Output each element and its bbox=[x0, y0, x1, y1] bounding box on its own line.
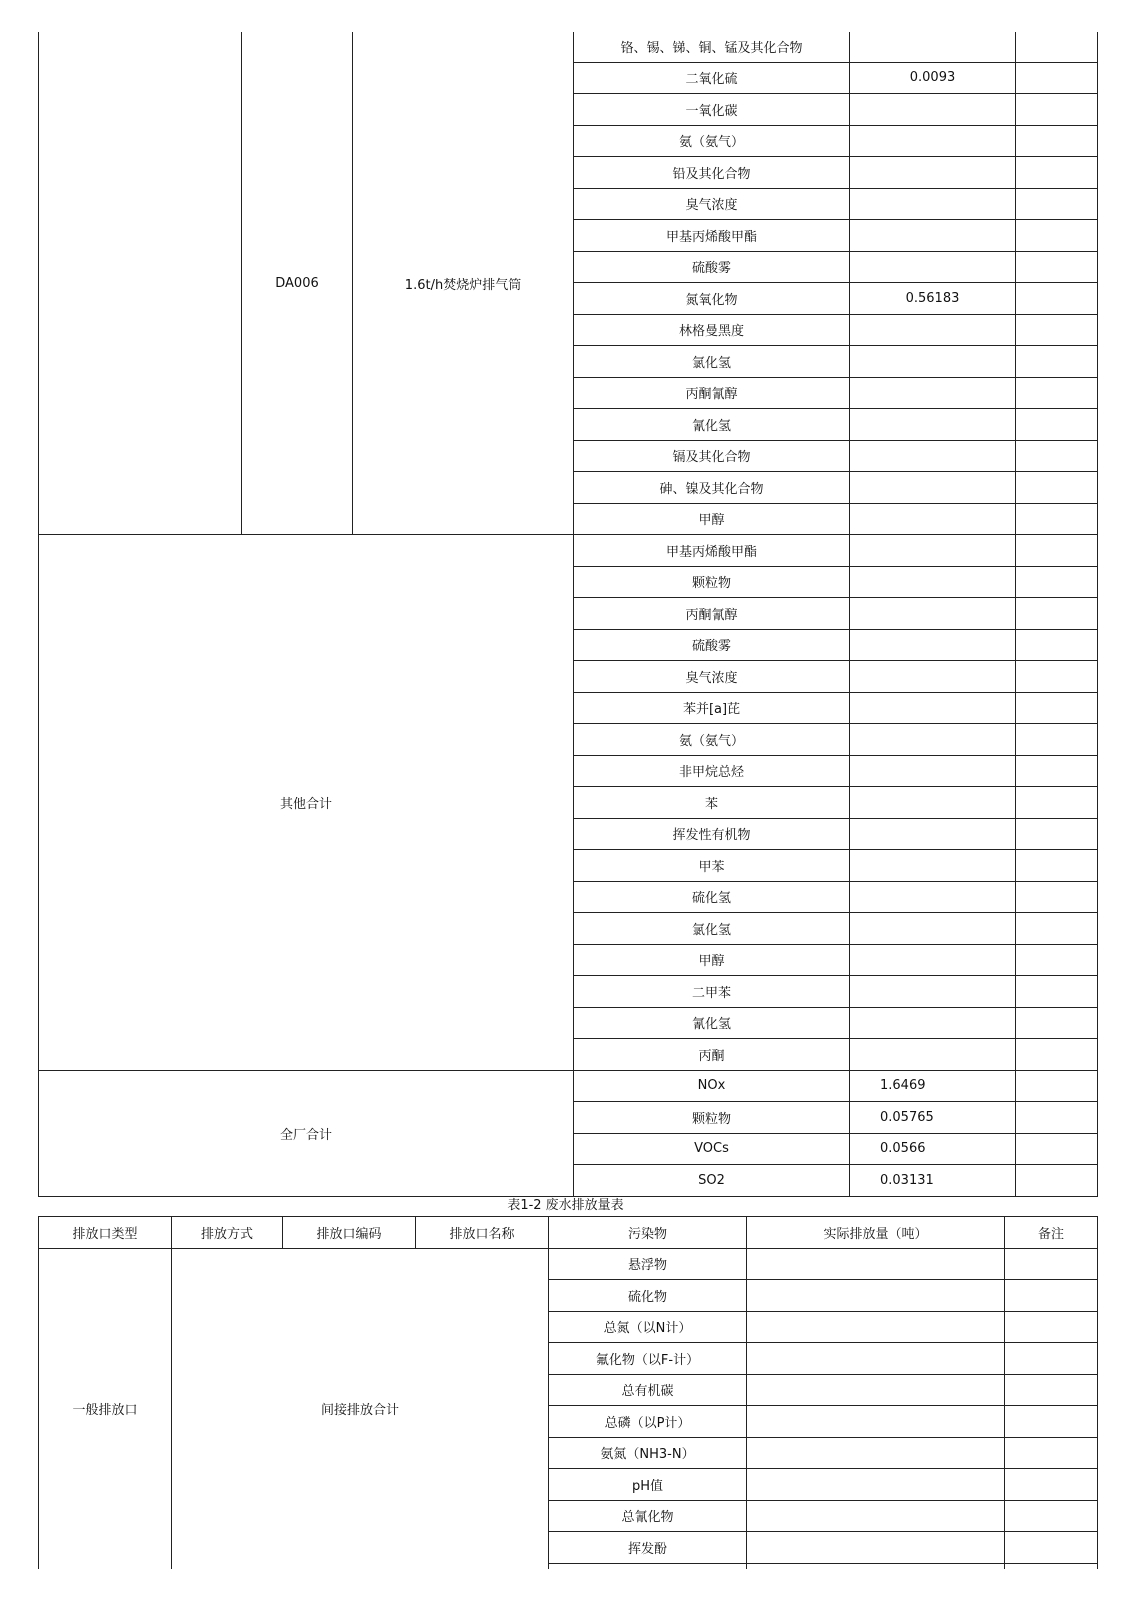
amount-cell bbox=[850, 1039, 1016, 1071]
amount-cell bbox=[850, 220, 1016, 252]
pollutant-cell: 挥发酚 bbox=[549, 1532, 747, 1564]
remark-cell bbox=[1005, 1374, 1098, 1406]
pollutant-cell: 氯化氢 bbox=[574, 913, 850, 945]
amount-cell bbox=[747, 1343, 1005, 1375]
column-header: 备注 bbox=[1005, 1217, 1098, 1249]
pollutant-cell: 砷、镍及其化合物 bbox=[574, 472, 850, 504]
remark-cell bbox=[1016, 62, 1098, 94]
remark-cell bbox=[1016, 1007, 1098, 1039]
amount-cell bbox=[850, 535, 1016, 567]
plant-total-label: 全厂合计 bbox=[39, 1070, 574, 1196]
amount-cell bbox=[747, 1406, 1005, 1438]
wastewater-table bbox=[38, 1216, 1098, 1569]
pollutant-cell: 苯并[a]芘 bbox=[574, 692, 850, 724]
header-row bbox=[39, 1217, 1098, 1249]
amount-cell bbox=[850, 251, 1016, 283]
remark-cell bbox=[1016, 881, 1098, 913]
amount-cell bbox=[747, 1532, 1005, 1564]
section-cell bbox=[39, 32, 242, 535]
amount-cell bbox=[850, 32, 1016, 62]
amount-cell bbox=[850, 598, 1016, 630]
remark-cell bbox=[1005, 1280, 1098, 1312]
remark-cell bbox=[1016, 944, 1098, 976]
pollutant-cell: 氮氧化物 bbox=[574, 283, 850, 315]
remark-cell bbox=[1016, 283, 1098, 315]
pollutant-cell: 甲醇 bbox=[574, 503, 850, 535]
remark-cell bbox=[1016, 503, 1098, 535]
remark-cell bbox=[1005, 1563, 1098, 1569]
pollutant-cell: 硫酸雾 bbox=[574, 629, 850, 661]
pollutant-cell: 总氮（以N计） bbox=[549, 1311, 747, 1343]
pollutant-cell: 总磷（以P计） bbox=[549, 1406, 747, 1438]
pollutant-cell: 氨氮（NH3-N） bbox=[549, 1437, 747, 1469]
remark-cell bbox=[1005, 1532, 1098, 1564]
amount-cell bbox=[850, 157, 1016, 189]
pollutant-cell: pH值 bbox=[549, 1469, 747, 1501]
remark-cell bbox=[1016, 314, 1098, 346]
amount-cell bbox=[850, 472, 1016, 504]
amount-cell: 0.56183 bbox=[850, 283, 1016, 315]
amount-cell bbox=[850, 818, 1016, 850]
amount-cell bbox=[850, 125, 1016, 157]
pollutant-cell: NOx bbox=[574, 1070, 850, 1102]
pollutant-cell: 总有机碳 bbox=[549, 1374, 747, 1406]
pollutant-cell: 悬浮物 bbox=[549, 1248, 747, 1280]
remark-cell bbox=[1016, 850, 1098, 882]
pollutant-cell: 颗粒物 bbox=[574, 1102, 850, 1134]
column-header: 实际排放量（吨） bbox=[747, 1217, 1005, 1249]
column-header: 污染物 bbox=[549, 1217, 747, 1249]
amount-cell: 0.05765 bbox=[850, 1102, 1016, 1134]
table-row bbox=[39, 1248, 1098, 1280]
table-row bbox=[39, 535, 1098, 567]
pollutant-cell: 臭气浓度 bbox=[574, 661, 850, 693]
pollutant-cell: 氟化物（以F-计） bbox=[549, 1343, 747, 1375]
remark-cell bbox=[1016, 566, 1098, 598]
amount-cell bbox=[850, 661, 1016, 693]
pollutant-cell: 氨（氨气） bbox=[574, 125, 850, 157]
amount-cell: 1.6469 bbox=[850, 1070, 1016, 1102]
air-emission-table bbox=[38, 32, 1098, 1197]
pollutant-cell: 总氰化物 bbox=[549, 1500, 747, 1532]
pollutant-cell: 二氧化硫 bbox=[574, 62, 850, 94]
remark-cell bbox=[1016, 125, 1098, 157]
pollutant-cell: 铅及其化合物 bbox=[574, 157, 850, 189]
amount-cell bbox=[747, 1374, 1005, 1406]
remark-cell bbox=[1016, 377, 1098, 409]
remark-cell bbox=[1016, 1070, 1098, 1102]
pollutant-cell bbox=[549, 1563, 747, 1569]
amount-cell bbox=[747, 1469, 1005, 1501]
amount-cell bbox=[747, 1437, 1005, 1469]
amount-cell bbox=[850, 346, 1016, 378]
remark-cell bbox=[1016, 787, 1098, 819]
pollutant-cell: 丙酮氰醇 bbox=[574, 598, 850, 630]
pollutant-cell: 硫酸雾 bbox=[574, 251, 850, 283]
remark-cell bbox=[1005, 1343, 1098, 1375]
pollutant-cell: 林格曼黑度 bbox=[574, 314, 850, 346]
column-header: 排放口类型 bbox=[39, 1217, 172, 1249]
amount-cell bbox=[747, 1248, 1005, 1280]
amount-cell bbox=[850, 755, 1016, 787]
amount-cell bbox=[850, 188, 1016, 220]
amount-cell bbox=[850, 566, 1016, 598]
remark-cell bbox=[1016, 472, 1098, 504]
remark-cell bbox=[1016, 976, 1098, 1008]
amount-cell bbox=[747, 1311, 1005, 1343]
pollutant-cell: 镉及其化合物 bbox=[574, 440, 850, 472]
remark-cell bbox=[1016, 661, 1098, 693]
table-caption: 表1-2 废水排放量表 bbox=[507, 1198, 624, 1213]
pollutant-cell: 硫化物 bbox=[549, 1280, 747, 1312]
remark-cell bbox=[1016, 692, 1098, 724]
remark-cell bbox=[1016, 724, 1098, 756]
amount-cell bbox=[850, 377, 1016, 409]
pollutant-cell: 氯化氢 bbox=[574, 346, 850, 378]
pollutant-cell: 丙酮氰醇 bbox=[574, 377, 850, 409]
remark-cell bbox=[1016, 251, 1098, 283]
column-header: 排放方式 bbox=[172, 1217, 283, 1249]
pollutant-cell: 氰化氢 bbox=[574, 409, 850, 441]
amount-cell bbox=[747, 1500, 1005, 1532]
remark-cell bbox=[1005, 1469, 1098, 1501]
pollutant-cell: 甲苯 bbox=[574, 850, 850, 882]
remark-cell bbox=[1016, 629, 1098, 661]
remark-cell bbox=[1016, 913, 1098, 945]
pollutant-cell: 挥发性有机物 bbox=[574, 818, 850, 850]
amount-cell bbox=[850, 881, 1016, 913]
pollutant-cell: 非甲烷总烃 bbox=[574, 755, 850, 787]
pollutant-cell: 氨（氨气） bbox=[574, 724, 850, 756]
pollutant-cell: 硫化氢 bbox=[574, 881, 850, 913]
remark-cell bbox=[1005, 1500, 1098, 1532]
remark-cell bbox=[1016, 157, 1098, 189]
pollutant-cell: 苯 bbox=[574, 787, 850, 819]
remark-cell bbox=[1005, 1248, 1098, 1280]
amount-cell bbox=[747, 1280, 1005, 1312]
table-row bbox=[39, 32, 1098, 62]
amount-cell bbox=[850, 787, 1016, 819]
remark-cell bbox=[1016, 1102, 1098, 1134]
amount-cell bbox=[747, 1563, 1005, 1569]
remark-cell bbox=[1016, 409, 1098, 441]
pollutant-cell: 铬、锡、锑、铜、锰及其化合物 bbox=[574, 32, 850, 62]
remark-cell bbox=[1016, 32, 1098, 62]
amount-cell bbox=[850, 409, 1016, 441]
column-header: 排放口名称 bbox=[416, 1217, 549, 1249]
column-header: 排放口编码 bbox=[283, 1217, 416, 1249]
pollutant-cell: 丙酮 bbox=[574, 1039, 850, 1071]
amount-cell: 0.0566 bbox=[850, 1133, 1016, 1165]
remark-cell bbox=[1016, 755, 1098, 787]
amount-cell bbox=[850, 850, 1016, 882]
pollutant-cell: 甲醇 bbox=[574, 944, 850, 976]
remark-cell bbox=[1016, 598, 1098, 630]
table-row bbox=[39, 1070, 1098, 1102]
pollutant-cell: 氰化氢 bbox=[574, 1007, 850, 1039]
remark-cell bbox=[1016, 346, 1098, 378]
pollutant-cell: 臭气浓度 bbox=[574, 188, 850, 220]
amount-cell: 0.03131 bbox=[850, 1165, 1016, 1197]
pollutant-cell: 一氧化碳 bbox=[574, 94, 850, 126]
amount-cell: 0.0093 bbox=[850, 62, 1016, 94]
remark-cell bbox=[1016, 220, 1098, 252]
outlet-code-cell: DA006 bbox=[242, 32, 353, 535]
indirect-total-label: 间接排放合计 bbox=[172, 1248, 549, 1569]
amount-cell bbox=[850, 913, 1016, 945]
remark-cell bbox=[1016, 188, 1098, 220]
amount-cell bbox=[850, 944, 1016, 976]
pollutant-cell: 二甲苯 bbox=[574, 976, 850, 1008]
amount-cell bbox=[850, 94, 1016, 126]
remark-cell bbox=[1016, 1039, 1098, 1071]
remark-cell bbox=[1005, 1437, 1098, 1469]
remark-cell bbox=[1005, 1406, 1098, 1438]
amount-cell bbox=[850, 314, 1016, 346]
remark-cell bbox=[1016, 1133, 1098, 1165]
amount-cell bbox=[850, 724, 1016, 756]
other-total-label: 其他合计 bbox=[39, 535, 574, 1071]
pollutant-cell: VOCs bbox=[574, 1133, 850, 1165]
remark-cell bbox=[1016, 440, 1098, 472]
remark-cell bbox=[1016, 818, 1098, 850]
pollutant-cell: 甲基丙烯酸甲酯 bbox=[574, 220, 850, 252]
amount-cell bbox=[850, 629, 1016, 661]
remark-cell bbox=[1016, 535, 1098, 567]
pollutant-cell: 颗粒物 bbox=[574, 566, 850, 598]
pollutant-cell: 甲基丙烯酸甲酯 bbox=[574, 535, 850, 567]
outlet-type-cell: 一般排放口 bbox=[39, 1248, 172, 1569]
amount-cell bbox=[850, 1007, 1016, 1039]
remark-cell bbox=[1016, 94, 1098, 126]
remark-cell bbox=[1016, 1165, 1098, 1197]
amount-cell bbox=[850, 503, 1016, 535]
outlet-name-cell: 1.6t/h焚烧炉排气筒 bbox=[353, 32, 574, 535]
pollutant-cell: SO2 bbox=[574, 1165, 850, 1197]
amount-cell bbox=[850, 440, 1016, 472]
amount-cell bbox=[850, 976, 1016, 1008]
amount-cell bbox=[850, 692, 1016, 724]
remark-cell bbox=[1005, 1311, 1098, 1343]
